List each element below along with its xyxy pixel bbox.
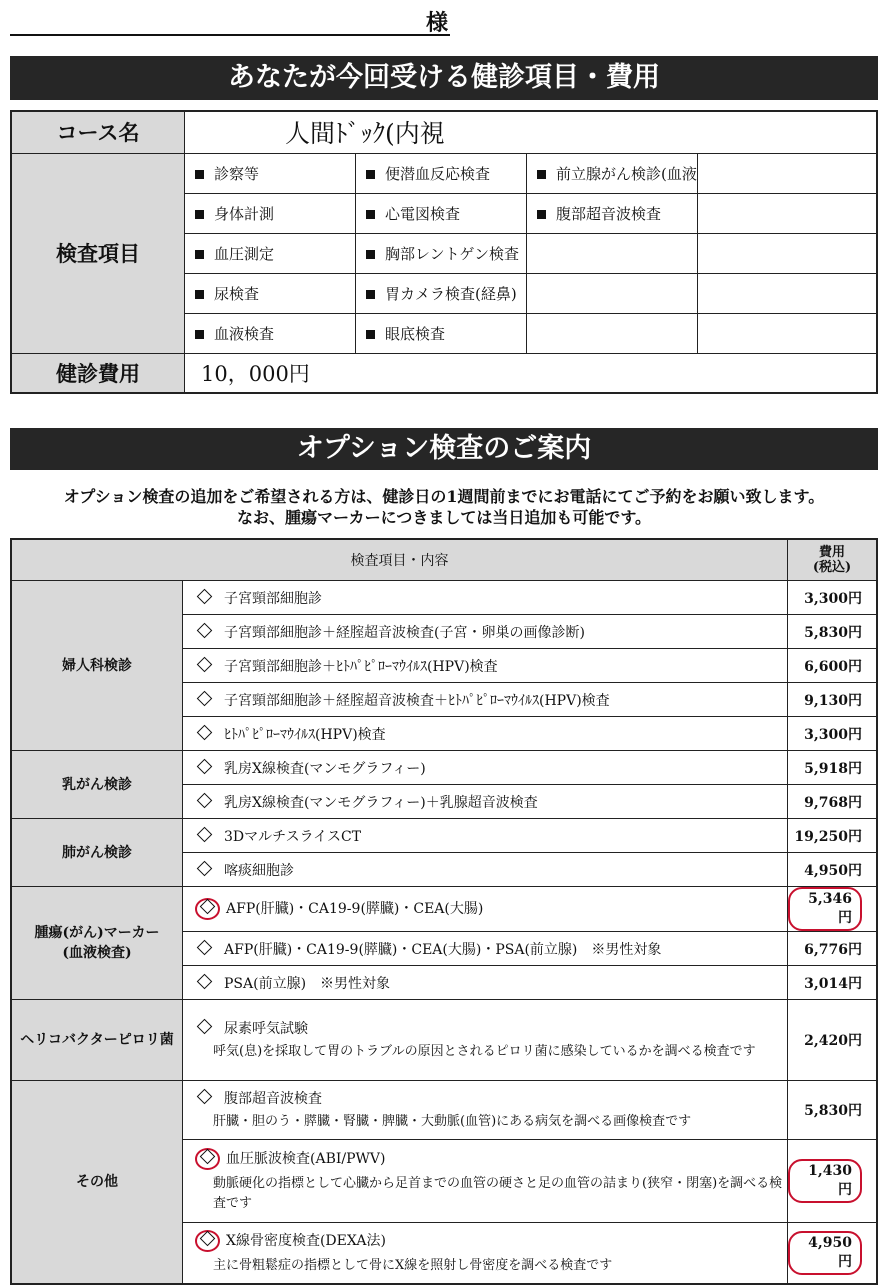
option-price: 19,250円 bbox=[788, 819, 878, 853]
exam-item: 診察等 bbox=[185, 153, 356, 193]
option-price: 4,950円 bbox=[788, 853, 878, 887]
course-value: 人間ﾄﾞｯｸ(内視 bbox=[185, 111, 878, 153]
sama-suffix: 様 bbox=[425, 10, 448, 36]
exam-items-label: 検査項目 bbox=[11, 153, 185, 353]
selection-circle bbox=[195, 1148, 220, 1170]
exam-item: 血圧測定 bbox=[185, 233, 356, 273]
square-bullet-icon bbox=[195, 330, 204, 339]
option-price-selected: 1,430円 bbox=[788, 1140, 878, 1223]
exam-item-empty bbox=[698, 273, 878, 313]
exam-item: 胸部レントゲン検査 bbox=[356, 233, 527, 273]
option-item: 尿素呼気試験 呼気(息)を採取して胃のトラブルの原因とされるピロリ菌に感染しているかを調べる検査です bbox=[183, 1000, 788, 1081]
exam-item-empty bbox=[527, 273, 698, 313]
diamond-icon bbox=[200, 1149, 216, 1165]
exam-items-table bbox=[10, 110, 878, 394]
category-lung: 肺がん検診 bbox=[11, 819, 183, 887]
option-item: 3DマルチスライスCT bbox=[183, 819, 788, 853]
option-description: 呼気(息)を採取して胃のトラブルの原因とされるピロリ菌に感染しているかを調べる検査です bbox=[213, 1044, 756, 1059]
exam-item-empty bbox=[698, 313, 878, 353]
option-price: 2,420円 bbox=[788, 1000, 878, 1081]
square-bullet-icon bbox=[195, 290, 204, 299]
exam-item: 腹部超音波検査 bbox=[527, 193, 698, 233]
option-item-selected: AFP(肝臓)・CA19-9(膵臓)・CEA(大腸) bbox=[183, 887, 788, 932]
square-bullet-icon bbox=[195, 210, 204, 219]
square-bullet-icon bbox=[366, 290, 375, 299]
exam-item: 胃カメラ検査(経鼻) bbox=[356, 273, 527, 313]
square-bullet-icon bbox=[537, 170, 546, 179]
option-price: 3,014円 bbox=[788, 966, 878, 1000]
exam-item: 身体計測 bbox=[185, 193, 356, 233]
exam-item-empty bbox=[698, 153, 878, 193]
diamond-icon bbox=[197, 758, 213, 774]
section-banner-options: オプション検査のご案内 bbox=[10, 428, 878, 470]
option-price: 9,768円 bbox=[788, 785, 878, 819]
option-price-selected: 5,346円 bbox=[788, 887, 878, 932]
notice-text bbox=[10, 486, 878, 528]
fee-label: 健診費用 bbox=[11, 353, 185, 393]
exam-item: 尿検査 bbox=[185, 273, 356, 313]
diamond-icon bbox=[197, 724, 213, 740]
option-item-selected: 血圧脈波検査(ABI/PWV) 動脈硬化の指標として心臓から足首までの血管の硬さと足の血管の詰まり(狭窄・閉塞)を調べる検査です bbox=[183, 1140, 788, 1223]
diamond-icon bbox=[197, 826, 213, 842]
option-description: 動脈硬化の指標として心臓から足首までの血管の硬さと足の血管の詰まり(狭窄・閉塞)を調べる検査です bbox=[213, 1176, 783, 1211]
square-bullet-icon bbox=[366, 250, 375, 259]
option-price: 3,300円 bbox=[788, 717, 878, 751]
exam-item: 前立腺がん検診(血液 bbox=[527, 153, 698, 193]
header-cost: 費用 (税込) bbox=[788, 539, 878, 581]
category-gynecology: 婦人科検診 bbox=[11, 581, 183, 751]
diamond-icon bbox=[197, 1019, 213, 1035]
diamond-icon bbox=[197, 690, 213, 706]
option-item: 乳房X線検査(マンモグラフィー)＋乳腺超音波検査 bbox=[183, 785, 788, 819]
option-price: 3,300円 bbox=[788, 581, 878, 615]
exam-item: 眼底検査 bbox=[356, 313, 527, 353]
option-item: PSA(前立腺) ※男性対象 bbox=[183, 966, 788, 1000]
option-price: 6,600円 bbox=[788, 649, 878, 683]
option-item: 喀痰細胞診 bbox=[183, 853, 788, 887]
option-item: 腹部超音波検査 肝臓・胆のう・膵臓・腎臓・脾臓・大動脈(血管)にある病気を調べる画像検査です bbox=[183, 1081, 788, 1140]
exam-item: 心電図検査 bbox=[356, 193, 527, 233]
exam-item: 血液検査 bbox=[185, 313, 356, 353]
category-other: その他 bbox=[11, 1081, 183, 1285]
square-bullet-icon bbox=[195, 250, 204, 259]
option-item: 乳房X線検査(マンモグラフィー) bbox=[183, 751, 788, 785]
square-bullet-icon bbox=[537, 210, 546, 219]
exam-item-empty bbox=[527, 313, 698, 353]
diamond-icon bbox=[200, 1231, 216, 1247]
exam-item: 便潜血反応検査 bbox=[356, 153, 527, 193]
category-breast: 乳がん検診 bbox=[11, 751, 183, 819]
diamond-icon bbox=[200, 899, 216, 915]
option-item: 子宮頸部細胞診＋ﾋﾄﾊﾟﾋﾟﾛｰﾏｳｲﾙｽ(HPV)検査 bbox=[183, 649, 788, 683]
option-price: 5,918円 bbox=[788, 751, 878, 785]
notice-line-2: なお、腫瘍マーカーにつきましては当日追加も可能です。 bbox=[236, 508, 652, 527]
square-bullet-icon bbox=[366, 210, 375, 219]
diamond-icon bbox=[197, 973, 213, 989]
option-exams-table bbox=[10, 538, 878, 1285]
diamond-icon bbox=[197, 1089, 213, 1105]
recipient-name-line bbox=[10, 4, 450, 36]
square-bullet-icon bbox=[366, 330, 375, 339]
selection-circle bbox=[195, 898, 220, 920]
diamond-icon bbox=[197, 860, 213, 876]
exam-item-empty bbox=[527, 233, 698, 273]
category-pylori: ヘリコバクターピロリ菌 bbox=[11, 1000, 183, 1081]
diamond-icon bbox=[197, 656, 213, 672]
section-banner-items-fees: あなたが今回受ける健診項目・費用 bbox=[10, 56, 878, 100]
option-description: 肝臓・胆のう・膵臓・腎臓・脾臓・大動脈(血管)にある病気を調べる画像検査です bbox=[213, 1114, 692, 1129]
option-price-selected: 4,950円 bbox=[788, 1223, 878, 1285]
fee-value: 10，000円 bbox=[185, 353, 878, 393]
square-bullet-icon bbox=[195, 170, 204, 179]
selection-circle bbox=[195, 1230, 220, 1252]
option-description: 主に骨粗鬆症の指標として骨にX線を照射し骨密度を調べる検査です bbox=[213, 1258, 613, 1273]
square-bullet-icon bbox=[366, 170, 375, 179]
option-price: 5,830円 bbox=[788, 1081, 878, 1140]
exam-item-empty bbox=[698, 233, 878, 273]
diamond-icon bbox=[197, 792, 213, 808]
exam-item-empty bbox=[698, 193, 878, 233]
option-item: 子宮頸部細胞診＋経腟超音波検査(子宮・卵巣の画像診断) bbox=[183, 615, 788, 649]
diamond-icon bbox=[197, 939, 213, 955]
notice-line-1: オプション検査の追加をご希望される方は、健診日の1週間前までにお電話にてご予約をお願い致します。 bbox=[63, 487, 825, 506]
option-item: ﾋﾄﾊﾟﾋﾟﾛｰﾏｳｲﾙｽ(HPV)検査 bbox=[183, 717, 788, 751]
option-item-selected: X線骨密度検査(DEXA法) 主に骨粗鬆症の指標として骨にX線を照射し骨密度を調べる検査です bbox=[183, 1223, 788, 1285]
diamond-icon bbox=[197, 622, 213, 638]
option-price: 5,830円 bbox=[788, 615, 878, 649]
option-item: AFP(肝臓)・CA19-9(膵臓)・CEA(大腸)・PSA(前立腺) ※男性対象 bbox=[183, 932, 788, 966]
header-item-content: 検査項目・内容 bbox=[11, 539, 788, 581]
course-label: コース名 bbox=[11, 111, 185, 153]
category-tumor-marker: 腫瘍(がん)マーカー (血液検査) bbox=[11, 887, 183, 1000]
option-item: 子宮頸部細胞診 bbox=[183, 581, 788, 615]
option-item: 子宮頸部細胞診＋経腟超音波検査＋ﾋﾄﾊﾟﾋﾟﾛｰﾏｳｲﾙｽ(HPV)検査 bbox=[183, 683, 788, 717]
option-price: 6,776円 bbox=[788, 932, 878, 966]
option-price: 9,130円 bbox=[788, 683, 878, 717]
diamond-icon bbox=[197, 588, 213, 604]
